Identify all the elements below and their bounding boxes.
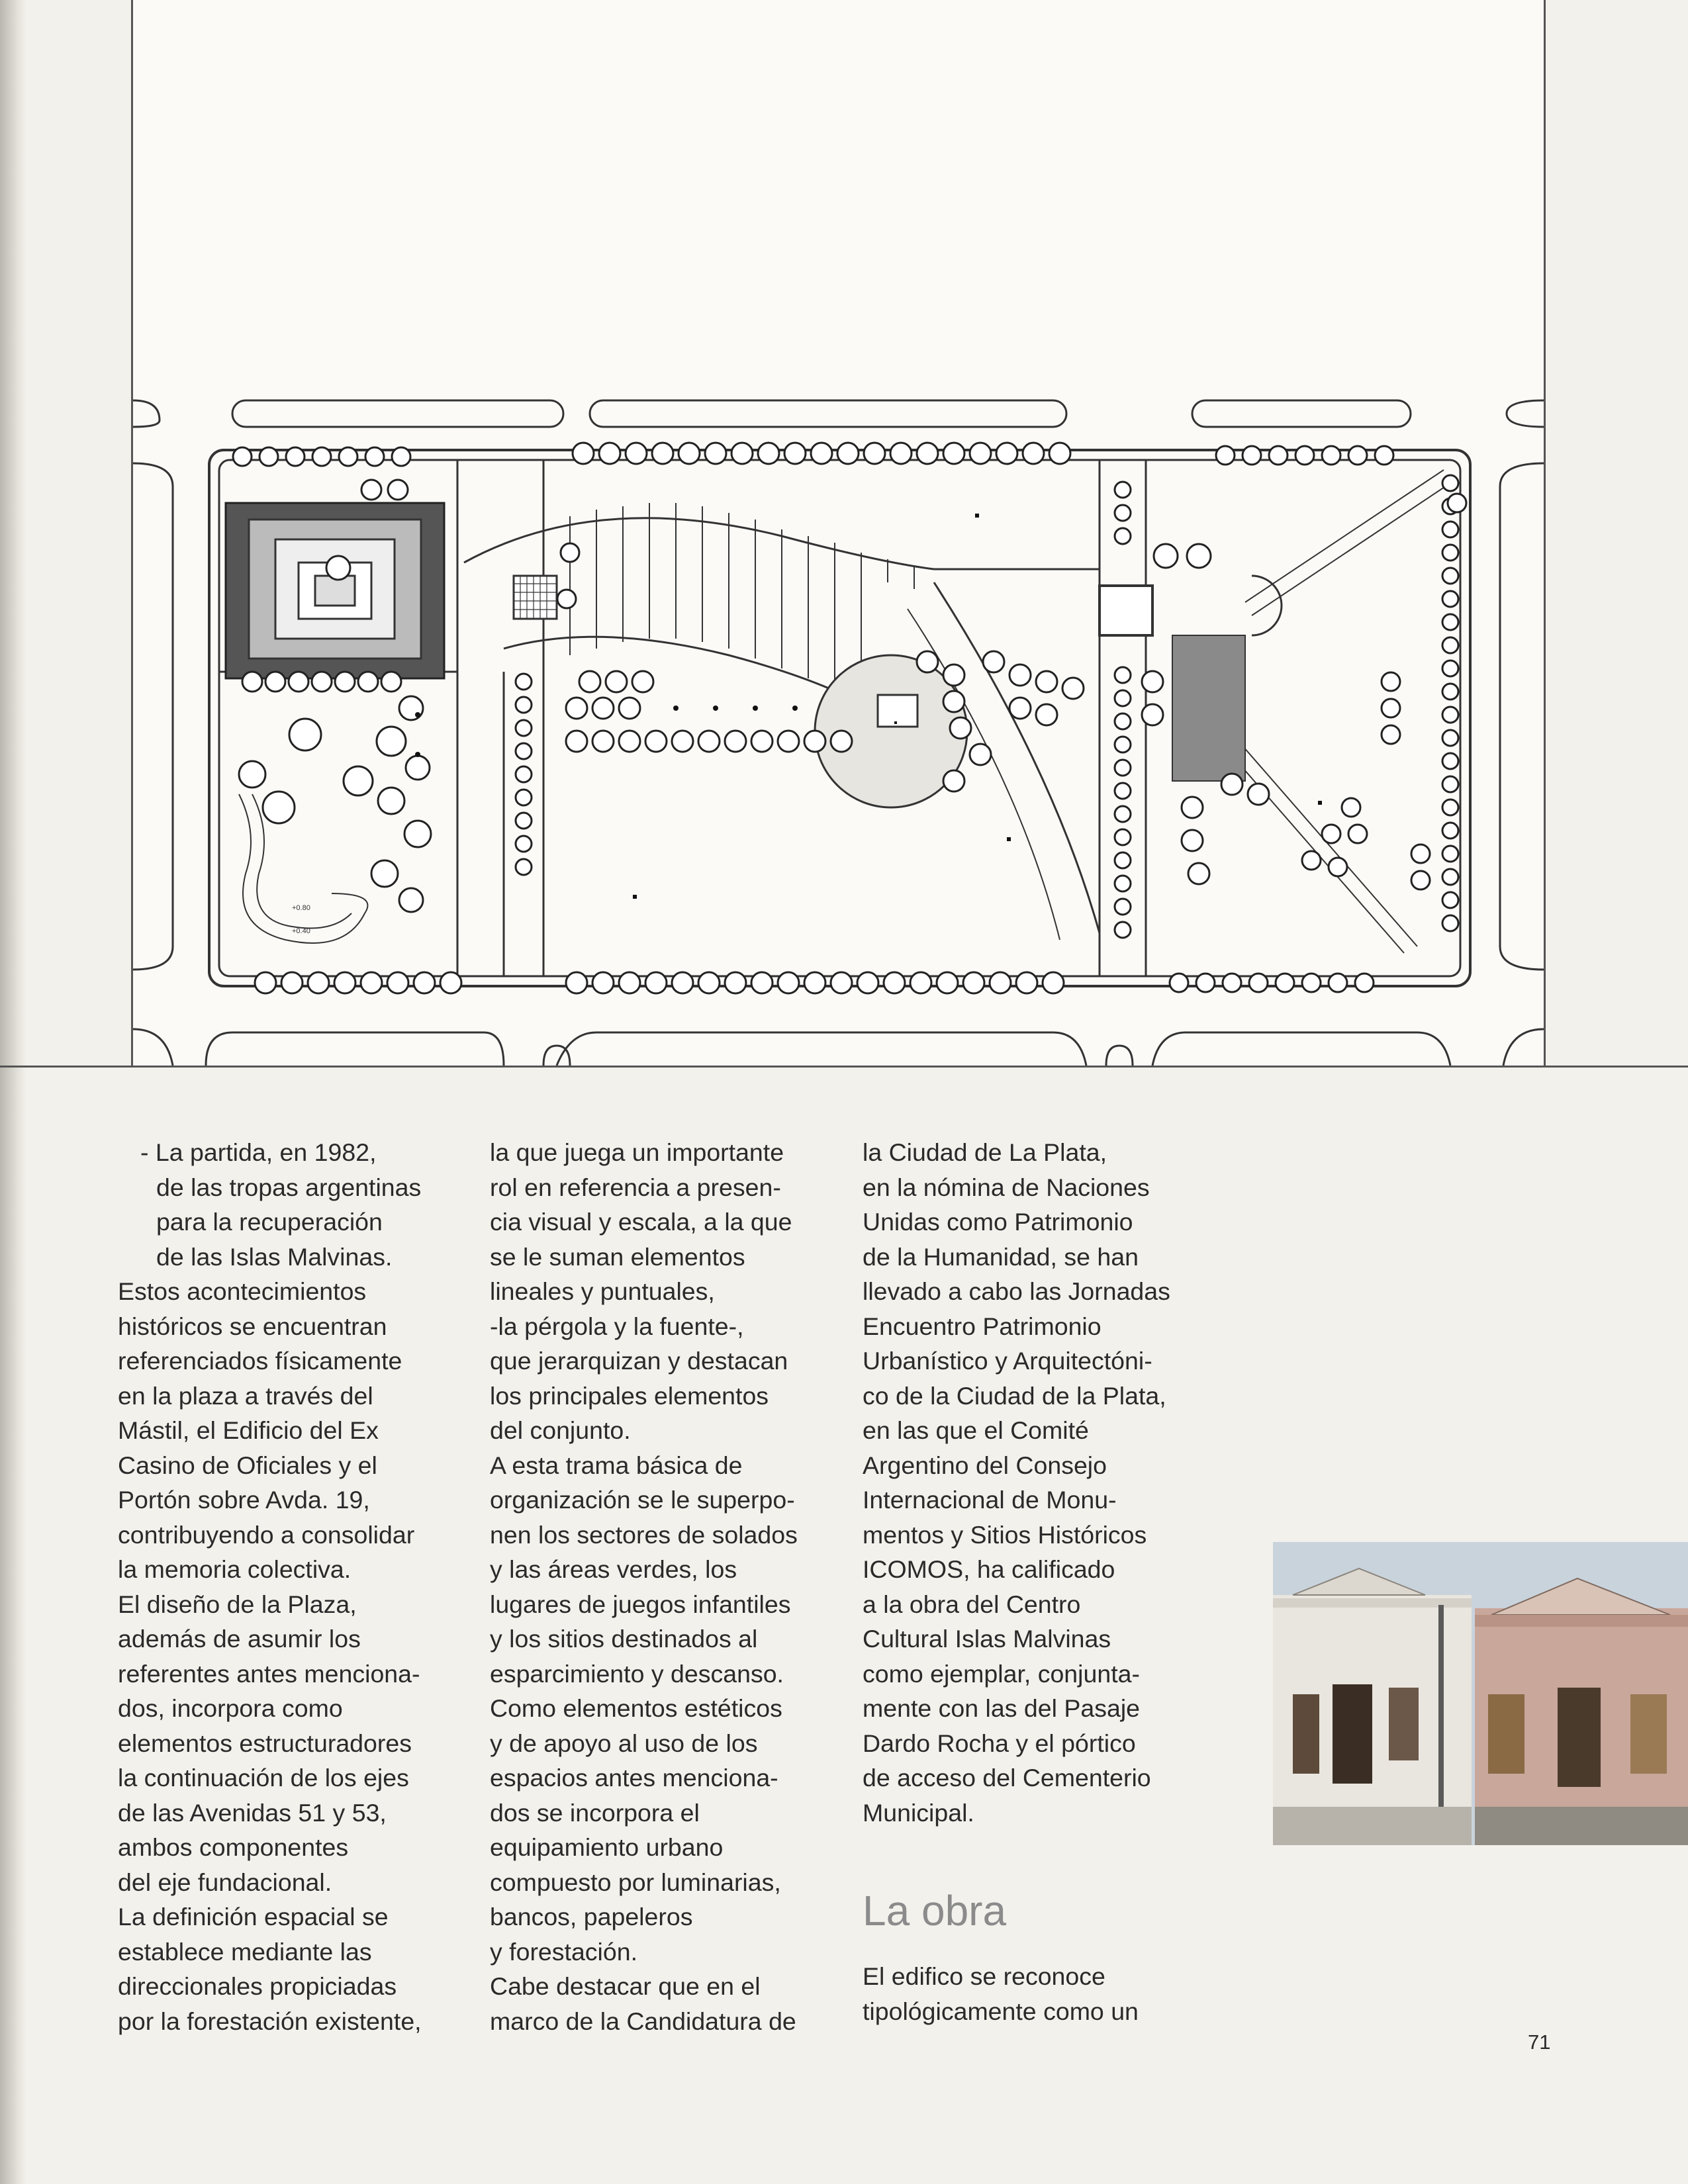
text-column-2 <box>490 1135 798 2038</box>
paragraph-line: en la nómina de Naciones <box>863 1173 1150 1201</box>
paragraph-line: históricos se encuentran <box>118 1312 387 1340</box>
paragraph-line: - La partida, en 1982, <box>140 1138 377 1166</box>
paragraph-line: la Ciudad de La Plata, <box>863 1138 1107 1166</box>
paragraph-line: y forestación. <box>490 1937 638 1966</box>
paragraph-line: El diseño de la Plaza, <box>118 1590 357 1618</box>
paragraph-line: mente con las del Pasaje <box>863 1694 1141 1722</box>
paragraph-line: organización se le superpo- <box>490 1486 795 1514</box>
paragraph-line: de las Islas Malvinas. <box>156 1242 393 1271</box>
paragraph-line: por la forestación existente, <box>118 2007 422 2035</box>
paragraph-line: Como elementos estéticos <box>490 1694 782 1722</box>
paragraph-line: bancos, papeleros <box>490 1903 693 1931</box>
paragraph-line: dos, incorpora como <box>118 1694 343 1722</box>
paragraph-line: se le suman elementos <box>490 1242 745 1271</box>
paragraph-line: en la plaza a través del <box>118 1381 373 1410</box>
paragraph-line: El edifico se reconoce <box>863 1962 1105 1990</box>
frame-line-bottom <box>0 1066 1688 1068</box>
paragraph-line: equipamiento urbano <box>490 1833 724 1861</box>
paragraph-line: contribuyendo a consolidar <box>118 1520 415 1549</box>
paragraph-line: la continuación de los ejes <box>118 1764 409 1792</box>
paragraph-line: Unidas como Patrimonio <box>863 1208 1133 1236</box>
paragraph-line: Mástil, el Edificio del Ex <box>118 1416 379 1444</box>
paragraph-line: los principales elementos <box>490 1381 769 1410</box>
page-number: 71 <box>1528 2030 1551 2054</box>
plan-level-label-1: +0.80 <box>292 904 310 912</box>
paragraph-line: dos se incorpora el <box>490 1798 700 1827</box>
frame-line-right <box>1544 0 1546 1067</box>
paragraph-line: Cabe destacar que en el <box>490 1972 761 2000</box>
paragraph-line: -la pérgola y la fuente-, <box>490 1312 744 1340</box>
paragraph-line: Argentino del Consejo <box>863 1451 1107 1479</box>
plan-level-label-2: +0.40 <box>292 927 310 935</box>
paragraph-line: Urbanístico y Arquitectóni- <box>863 1347 1152 1375</box>
paragraph-line: a la obra del Centro <box>863 1590 1081 1618</box>
paragraph-line: Internacional de Monu- <box>863 1486 1117 1514</box>
binding-shadow <box>0 0 26 2184</box>
paragraph-line: rol en referencia a presen- <box>490 1173 781 1201</box>
paragraph-line: Encuentro Patrimonio <box>863 1312 1102 1340</box>
paragraph-line: elementos estructuradores <box>118 1729 412 1757</box>
paragraph-line: del eje fundacional. <box>118 1868 332 1896</box>
paragraph-line: cia visual y escala, a la que <box>490 1208 792 1236</box>
paragraph-line: de las Avenidas 51 y 53, <box>118 1798 387 1827</box>
paragraph-line: Municipal. <box>863 1798 974 1827</box>
paragraph-line: A esta trama básica de <box>490 1451 743 1479</box>
text-column-3 <box>863 1135 1170 1830</box>
paragraph-line: de acceso del Cementerio <box>863 1764 1151 1792</box>
paragraph-line: Estos acontecimientos <box>118 1277 367 1305</box>
paragraph-line: referenciados físicamente <box>118 1347 402 1375</box>
paragraph-line: espacios antes menciona- <box>490 1764 778 1792</box>
section-heading: La obra <box>863 1887 1007 1934</box>
paragraph-line: que jerarquizan y destacan <box>490 1347 788 1375</box>
paragraph-line: además de asumir los <box>118 1625 361 1653</box>
paragraph-line: llevado a cabo las Jornadas <box>863 1277 1170 1305</box>
paragraph-line: Portón sobre Avda. 19, <box>118 1486 370 1514</box>
paragraph-line: como ejemplar, conjunta- <box>863 1659 1140 1688</box>
paragraph-line: tipológicamente como un <box>863 1997 1139 2025</box>
paragraph-line: Casino de Oficiales y el <box>118 1451 377 1479</box>
paragraph-line: Cultural Islas Malvinas <box>863 1625 1111 1653</box>
paragraph-line: referentes antes menciona- <box>118 1659 420 1688</box>
paragraph-line: nen los sectores de solados <box>490 1520 798 1549</box>
paragraph-line: co de la Ciudad de la Plata, <box>863 1381 1166 1410</box>
paragraph-line: y los sitios destinados al <box>490 1625 758 1653</box>
paragraph-line: establece mediante las <box>118 1937 372 1966</box>
paragraph-line: la memoria colectiva. <box>118 1555 352 1583</box>
paragraph-line: direccionales propiciadas <box>118 1972 397 2000</box>
paragraph-line: ambos componentes <box>118 1833 349 1861</box>
paragraph-line: compuesto por luminarias, <box>490 1868 781 1896</box>
site-plan-drawing <box>133 371 1544 1066</box>
section-intro <box>863 1959 1139 2028</box>
building-facade-photo <box>1273 1542 1688 1845</box>
text-column-1 <box>118 1135 422 2038</box>
paragraph-line: en las que el Comité <box>863 1416 1089 1444</box>
paragraph-line: ICOMOS, ha calificado <box>863 1555 1115 1583</box>
paragraph-line: de las tropas argentinas <box>156 1173 422 1201</box>
paragraph-line: del conjunto. <box>490 1416 631 1444</box>
paragraph-line: de la Humanidad, se han <box>863 1242 1139 1271</box>
paragraph-line: y de apoyo al uso de los <box>490 1729 758 1757</box>
paragraph-line: marco de la Candidatura de <box>490 2007 796 2035</box>
paragraph-line: la que juega un importante <box>490 1138 784 1166</box>
paragraph-line: mentos y Sitios Históricos <box>863 1520 1147 1549</box>
paragraph-line: lugares de juegos infantiles <box>490 1590 791 1618</box>
paragraph-line: La definición espacial se <box>118 1903 389 1931</box>
paragraph-line: Dardo Rocha y el pórtico <box>863 1729 1136 1757</box>
paragraph-line: lineales y puntuales, <box>490 1277 715 1305</box>
paragraph-line: esparcimiento y descanso. <box>490 1659 784 1688</box>
paragraph-line: y las áreas verdes, los <box>490 1555 737 1583</box>
paragraph-line: para la recuperación <box>156 1208 383 1236</box>
